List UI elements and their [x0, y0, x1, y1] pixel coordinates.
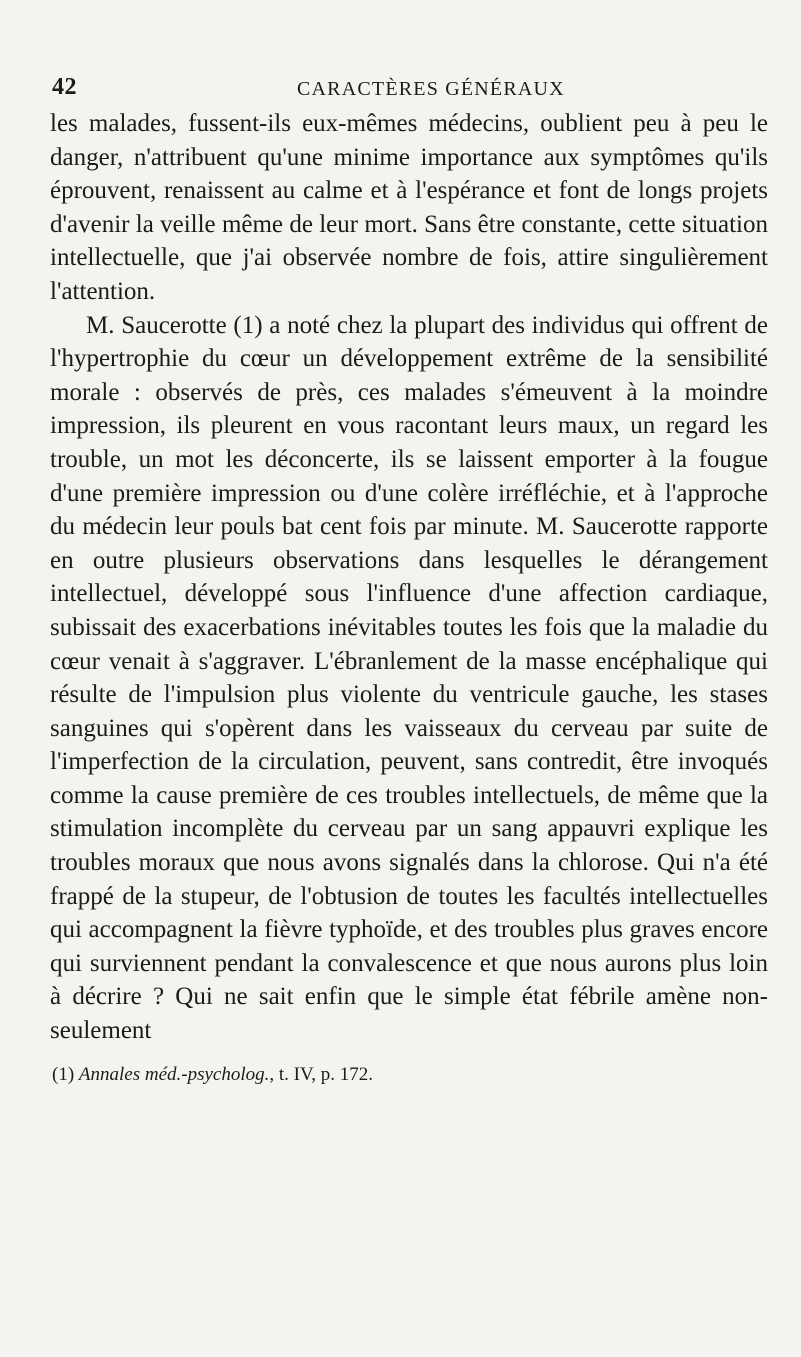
running-head: CARACTÈRES GÉNÉRAUX [297, 78, 565, 100]
footnote-reference: , t. IV, p. 172. [269, 1063, 374, 1085]
footnote-journal: Annales méd.-psycholog. [78, 1063, 270, 1085]
footnote [50, 1062, 768, 1088]
book-page [50, 70, 768, 1088]
paragraph-saucerotte: M. Saucerotte (1) a noté chez la plupart des individus qui offrent de l'hypertrophie du cœur un développement extrême de la sensibilité morale : observés de près, ces malades s'émeuvent à la moindre impression, ils pleurent en vous racontant leurs maux, un regard les trouble, un mot les déconcerte, ils se laissent emporter à la fougue d'une première impression ou d'une colère irréfléchie, et à l'approche du médecin leur pouls bat cent fois par minute. M. Saucerotte rapporte en outre plusieurs observations dans lesquelles le dérangement intellectuel, développé sous l'influence d'une affection cardiaque, subissait des exacerbations inévitables toutes les fois que la maladie du cœur venait à s'aggraver. L'ébranlement de la masse encéphalique qui résulte de l'impulsion plus violente du ventricule gauche, les stases sanguines qui s'opèrent dans les vaisseaux du cerveau par suite de l'imperfection de la circulation, peuvent, sans contredit, être invoqués comme la cause première de ces troubles intellectuels, de même que la stimulation incomplète du cerveau par un sang appauvri explique les troubles moraux que nous avons signalés dans la chlorose. Qui n'a été frappé de la stupeur, de l'obtusion de toutes les facultés intellectuelles qui accompagnent la fièvre typhoïde, et des troubles plus graves encore qui surviennent pendant la convalescence et que nous aurons plus loin à décrire ? Qui ne sait enfin que le simple état fébrile amène non-seulement [50, 311, 768, 1045]
page-header [50, 70, 768, 104]
body-text [50, 107, 768, 1048]
page-number: 42 [52, 74, 77, 100]
footnote-marker: (1) [52, 1063, 75, 1085]
paragraph-continuation: les malades, fussent-ils eux-mêmes médecins, oublient peu à peu le danger, n'attribuent qu'une minime importance aux symptômes qu'ils éprouvent, renaissent au calme et à l'espérance et font de longs projets d'avenir la veille même de leur mort. Sans être constante, cette situation intellectuelle, que j'ai observée nombre de fois, attire singulièrement l'attention. [50, 110, 768, 305]
